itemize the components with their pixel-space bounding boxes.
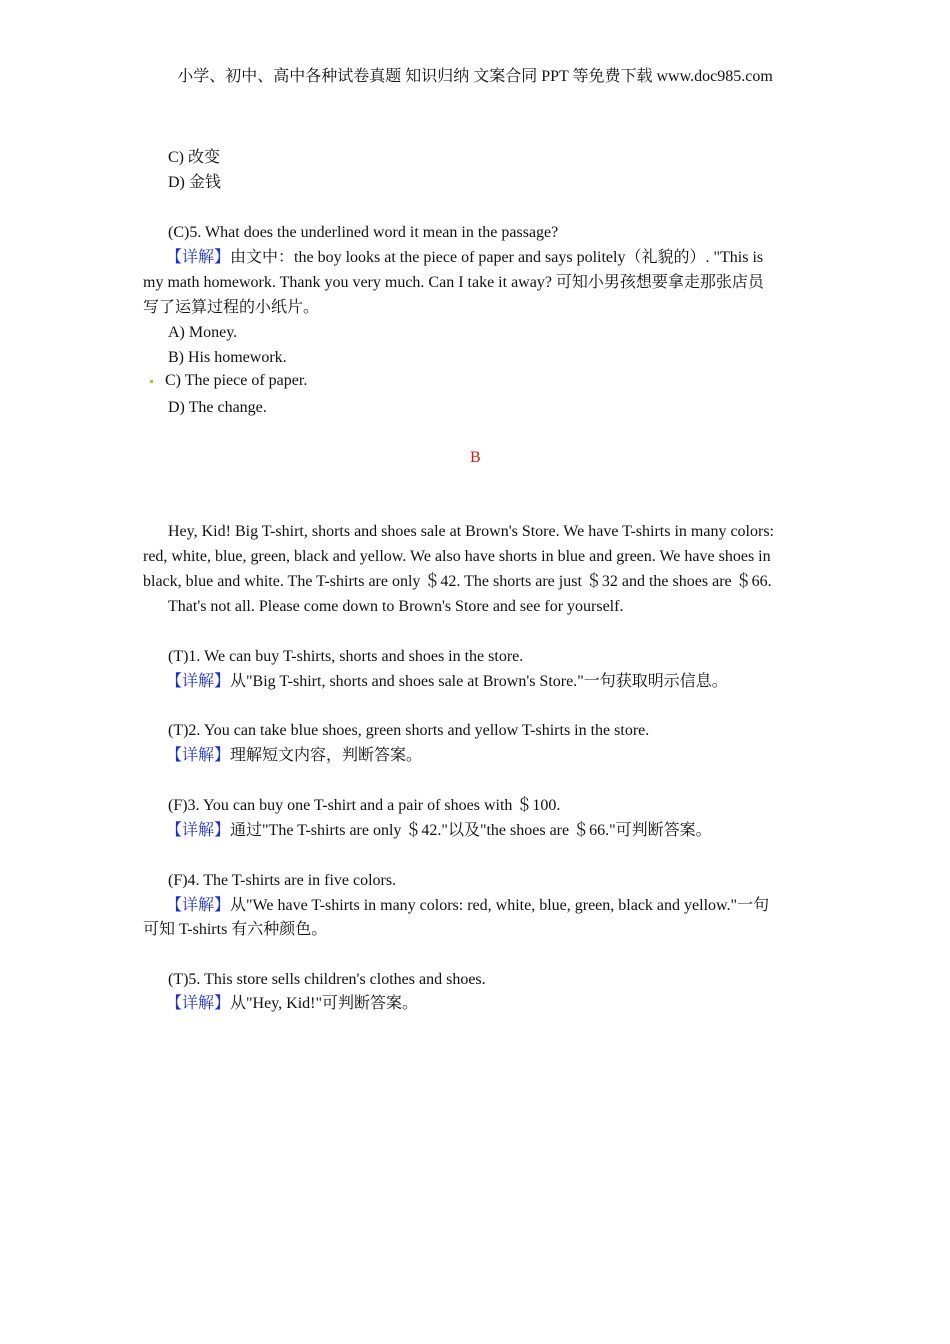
- tf-explanation-4: [166, 896, 769, 916]
- option-a: A) Money.: [168, 324, 238, 341]
- passage-line: That's not all. Please come down to Brown's Store and see for yourself.: [168, 598, 624, 615]
- option-d: D) 金钱: [168, 174, 221, 191]
- tf-explanation-2: [166, 746, 422, 766]
- explanation-tag: 【详解】: [166, 897, 231, 914]
- section-heading: B: [470, 449, 481, 466]
- explanation-tag: 【详解】: [166, 822, 231, 839]
- tf-explanation-5: [166, 994, 418, 1014]
- option-c-text: C) The piece of paper.: [165, 372, 308, 389]
- marker-dot: [150, 380, 153, 383]
- tf-explanation-4-cont: 可知 T-shirts 有六种颜色。: [143, 921, 328, 938]
- tf-question-2: (T)2. You can take blue shoes, green shorts and yellow T-shirts in the store.: [168, 722, 650, 739]
- explanation-q5-line2: my math homework. Thank you very much. Can I take it away? 可知小男孩想要拿走那张店员: [143, 274, 764, 291]
- tf-explanation-3: [166, 821, 712, 841]
- tf-explanation-1: [166, 672, 728, 692]
- explanation-text: 理解短文内容，判断答案。: [230, 747, 423, 764]
- option-d-text: D) The change.: [168, 399, 267, 416]
- question-5: (C)5. What does the underlined word it mean in the passage?: [168, 224, 559, 241]
- explanation-text: 从"We have T-shirts in many colors: red, white, blue, green, black and yellow."一句: [230, 897, 770, 914]
- tf-question-3: (F)3. You can buy one T-shirt and a pair of shoes with ＄100.: [168, 797, 561, 814]
- tf-question-4: (F)4. The T-shirts are in five colors.: [168, 872, 397, 889]
- passage-line: red, white, blue, green, black and yellow. We also have shorts in blue and green. We have shoes in: [143, 548, 771, 565]
- explanation-tag: 【详解】: [166, 995, 231, 1012]
- explanation-text: 从"Big T-shirt, shorts and shoes sale at Brown's Store."一句获取明示信息。: [230, 673, 728, 690]
- explanation-text: 通过"The T-shirts are only ＄42."以及"the shoes are ＄66."可判断答案。: [230, 822, 712, 839]
- passage-line: black, blue and white. The T-shirts are only ＄42. The shorts are just ＄32 and the shoes are ＄66.: [143, 573, 772, 590]
- explanation-text: 由文中：the boy looks at the piece of paper and says politely（礼貌的）. "This is: [230, 249, 764, 266]
- explanation-tag: 【详解】: [166, 673, 231, 690]
- explanation-q5-line1: [166, 248, 763, 268]
- option-b: B) His homework.: [168, 349, 287, 366]
- tf-question-1: (T)1. We can buy T-shirts, shorts and shoes in the store.: [168, 648, 524, 665]
- explanation-tag: 【详解】: [166, 747, 231, 764]
- passage-line: Hey, Kid! Big T-shirt, shorts and shoes sale at Brown's Store. We have T-shirts in many colors:: [168, 523, 774, 540]
- explanation-q5-line3: 写了运算过程的小纸片。: [143, 299, 320, 316]
- explanation-tag: 【详解】: [166, 249, 231, 266]
- page-header: 小学、初中、高中各种试卷真题 知识归纳 文案合同 PPT 等免费下载 www.doc985.com: [177, 68, 773, 85]
- option-c-row: [150, 371, 307, 391]
- option-c: C) 改变: [168, 149, 221, 166]
- explanation-text: 从"Hey, Kid!"可判断答案。: [230, 995, 419, 1012]
- tf-question-5: (T)5. This store sells children's clothes and shoes.: [168, 971, 486, 988]
